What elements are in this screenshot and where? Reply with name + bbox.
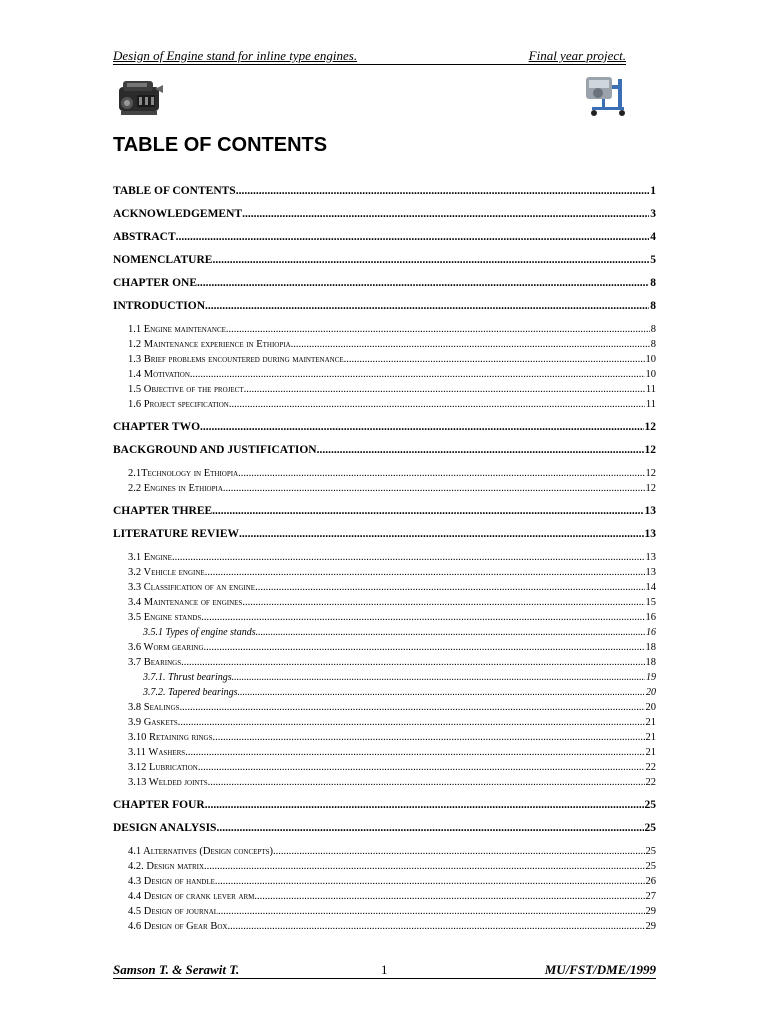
toc-dot-leader — [226, 322, 650, 337]
toc-entry-page: 29 — [645, 906, 656, 917]
toc-dot-leader — [227, 919, 644, 934]
toc-dot-leader — [229, 397, 645, 412]
toc-entry[interactable] — [113, 249, 656, 272]
toc-entry-page: 20 — [646, 687, 656, 698]
toc-entry-title: NOMENCLATURE — [113, 254, 213, 266]
toc-entry-title: ACKNOWLEDGEMENT — [113, 208, 243, 220]
toc-entry[interactable] — [113, 352, 656, 367]
toc-entry-page: 10 — [645, 369, 656, 380]
toc-entry[interactable] — [113, 844, 656, 859]
toc-entry-title: 3.4 Maintenance of engines — [128, 597, 243, 608]
toc-entry[interactable] — [113, 625, 656, 640]
toc-entry-title: 4.3 Design of handle — [128, 876, 215, 887]
toc-entry[interactable] — [113, 700, 656, 715]
toc-entry[interactable] — [113, 180, 656, 203]
toc-dot-leader — [273, 844, 645, 859]
page-number: 1 — [381, 962, 388, 977]
toc-entry-page: 16 — [646, 627, 656, 638]
toc-entry-title: 3.8 Sealings — [128, 702, 180, 713]
toc-entry-page: 12 — [644, 444, 656, 456]
toc-entry-title: 3.11 Washers — [128, 747, 186, 758]
toc-dot-leader — [213, 730, 645, 745]
toc-dot-leader — [344, 352, 645, 367]
toc-entry[interactable] — [113, 203, 656, 226]
toc-entry[interactable] — [113, 685, 656, 700]
toc-entry[interactable] — [113, 500, 656, 523]
toc-dot-leader — [215, 874, 645, 889]
toc-entry-title: 4.4 Design of crank lever arm — [128, 891, 255, 902]
toc-entry[interactable] — [113, 226, 656, 249]
toc-entry-title: 1.2 Maintenance experience in Ethiopia — [128, 339, 291, 350]
toc-dot-leader — [176, 226, 650, 249]
toc-entry[interactable] — [113, 817, 656, 840]
toc-entry-title: 4.6 Design of Gear Box — [128, 921, 228, 932]
toc-entry[interactable] — [113, 322, 656, 337]
toc-entry-title: 3.7 Bearings — [128, 657, 182, 668]
toc-entry-page: 20 — [645, 702, 656, 713]
toc-dot-leader — [254, 889, 644, 904]
footer-document-code: MU/FST/DME/1999 — [544, 962, 656, 977]
toc-entry-page: 5 — [650, 254, 656, 266]
toc-entry[interactable] — [113, 919, 656, 934]
toc-entry-page: 12 — [645, 483, 656, 494]
toc-dot-leader — [255, 580, 644, 595]
toc-entry-title: 3.3 Classification of an engine — [128, 582, 256, 593]
toc-entry-title: 3.7.1. Thrust bearings — [143, 672, 232, 683]
toc-entry-page: 13 — [644, 505, 656, 517]
toc-entry-page: 16 — [645, 612, 656, 623]
toc-entry-page: 11 — [645, 384, 656, 395]
toc-dot-leader — [232, 670, 645, 685]
toc-entry-title: 3.1 Engine — [128, 552, 172, 563]
page-title: TABLE OF CONTENTS — [113, 134, 328, 156]
toc-entry[interactable] — [113, 382, 656, 397]
toc-dot-leader — [204, 859, 644, 874]
toc-entry-title: CHAPTER THREE — [113, 505, 213, 517]
toc-dot-leader — [205, 565, 645, 580]
toc-entry[interactable] — [113, 715, 656, 730]
toc-dot-leader — [244, 382, 645, 397]
toc-entry-page: 27 — [645, 891, 656, 902]
toc-entry-title: 2.1Technology in Ethiopia — [128, 468, 239, 479]
footer-authors: Samson T. & Serawit T. — [113, 962, 240, 977]
toc-entry[interactable] — [113, 640, 656, 655]
toc-entry-page: 13 — [645, 567, 656, 578]
toc-entry-title: 3.10 Retaining rings — [128, 732, 213, 743]
toc-entry-page: 21 — [645, 717, 656, 728]
page-header — [113, 48, 626, 65]
toc-entry-page: 14 — [645, 582, 656, 593]
toc-entry-page: 8 — [650, 324, 656, 335]
toc-entry-page: 19 — [646, 672, 656, 683]
toc-entry-title: TABLE OF CONTENTS — [113, 185, 236, 197]
toc-entry-page: 12 — [644, 421, 656, 433]
toc-entry[interactable] — [113, 565, 656, 580]
toc-dot-leader — [216, 817, 643, 840]
engine-photo — [115, 77, 165, 119]
toc-entry-page: 18 — [645, 657, 656, 668]
toc-entry-title: 3.6 Worm gearing — [128, 642, 204, 653]
toc-entry[interactable] — [113, 670, 656, 685]
toc-entry-title: 1.4 Motivation — [128, 369, 190, 380]
toc-entry[interactable] — [113, 337, 656, 352]
toc-entry-page: 8 — [650, 339, 656, 350]
toc-dot-leader — [242, 203, 649, 226]
toc-entry[interactable] — [113, 550, 656, 565]
toc-entry-page: 1 — [650, 185, 656, 197]
toc-entry-page: 4 — [650, 231, 656, 243]
toc-dot-leader — [218, 904, 644, 919]
toc-entry[interactable] — [113, 367, 656, 382]
toc-entry-page: 15 — [645, 597, 656, 608]
toc-dot-leader — [200, 416, 643, 439]
toc-dot-leader — [204, 640, 645, 655]
toc-entry[interactable] — [113, 416, 656, 439]
toc-entry-title: INTRODUCTION — [113, 300, 206, 312]
toc-entry-page: 22 — [645, 762, 656, 773]
toc-dot-leader — [242, 595, 644, 610]
toc-entry[interactable] — [113, 397, 656, 412]
toc-dot-leader — [239, 523, 644, 546]
toc-entry-page: 21 — [645, 732, 656, 743]
toc-entry-title: 3.7.2. Tapered bearings — [143, 687, 238, 698]
toc-entry-page: 21 — [645, 747, 656, 758]
toc-entry-title: 1.6 Project specification — [128, 399, 229, 410]
toc-entry-title: 4.1 Alternatives (Design concepts) — [128, 846, 273, 857]
toc-entry-page: 12 — [645, 468, 656, 479]
toc-entry-page: 8 — [650, 277, 656, 289]
toc-entry[interactable] — [113, 904, 656, 919]
toc-entry-title: 3.12 Lubrication — [128, 762, 198, 773]
toc-dot-leader — [185, 745, 644, 760]
toc-entry-title: BACKGROUND AND JUSTIFICATION — [113, 444, 317, 456]
toc-dot-leader — [190, 367, 645, 382]
toc-entry-page: 11 — [645, 399, 656, 410]
toc-entry[interactable] — [113, 295, 656, 318]
toc-entry-title: CHAPTER FOUR — [113, 799, 205, 811]
toc-entry-title: 4.2. Design matrix — [128, 861, 205, 872]
toc-entry-title: CHAPTER ONE — [113, 277, 198, 289]
toc-entry[interactable] — [113, 760, 656, 775]
toc-dot-leader — [212, 249, 649, 272]
toc-entry[interactable] — [113, 580, 656, 595]
toc-dot-leader — [236, 180, 650, 203]
toc-dot-leader — [181, 655, 644, 670]
header-project-label: Final year project. — [528, 48, 626, 63]
toc-entry-page: 29 — [645, 921, 656, 932]
toc-dot-leader — [291, 337, 650, 352]
toc-entry-title: 3.9 Gaskets — [128, 717, 178, 728]
toc-entry[interactable] — [113, 595, 656, 610]
toc-entry[interactable] — [113, 730, 656, 745]
toc-entry[interactable] — [113, 655, 656, 670]
toc-entry-page: 26 — [645, 876, 656, 887]
toc-entry-page: 13 — [645, 552, 656, 563]
toc-entry[interactable] — [113, 794, 656, 817]
toc-entry[interactable] — [113, 859, 656, 874]
toc-entry[interactable] — [113, 272, 656, 295]
toc-entry-page: 3 — [650, 208, 656, 220]
toc-dot-leader — [205, 794, 644, 817]
toc-entry-title: 3.2 Vehicle engine — [128, 567, 205, 578]
toc-entry[interactable] — [113, 439, 656, 462]
toc-entry-title: LITERATURE REVIEW — [113, 528, 239, 540]
toc-entry[interactable] — [113, 775, 656, 790]
toc-entry-title: 3.5.1 Types of engine stands — [143, 627, 256, 638]
toc-dot-leader — [197, 272, 649, 295]
toc-entry-page: 25 — [645, 846, 656, 857]
toc-entry[interactable] — [113, 523, 656, 546]
toc-dot-leader — [180, 700, 645, 715]
toc-entry-title: 3.13 Welded joints — [128, 777, 208, 788]
toc-entry[interactable] — [113, 610, 656, 625]
toc-entry-title: 2.2 Engines in Ethiopia — [128, 483, 223, 494]
toc-entry-title: 1.5 Objective of the project — [128, 384, 244, 395]
toc-entry-page: 25 — [644, 822, 656, 834]
table-of-contents — [113, 180, 656, 934]
toc-entry-page: 10 — [645, 354, 656, 365]
toc-dot-leader — [201, 610, 644, 625]
toc-dot-leader — [208, 775, 645, 790]
toc-dot-leader — [178, 715, 645, 730]
toc-entry[interactable] — [113, 889, 656, 904]
toc-dot-leader — [256, 625, 645, 640]
toc-entry-title: ABSTRACT — [113, 231, 176, 243]
toc-dot-leader — [317, 439, 644, 462]
toc-dot-leader — [198, 760, 645, 775]
toc-dot-leader — [205, 295, 649, 318]
header-title: Design of Engine stand for inline type engines. — [113, 48, 358, 63]
toc-entry-page: 22 — [645, 777, 656, 788]
toc-entry-title: 4.5 Design of journal — [128, 906, 219, 917]
toc-dot-leader — [223, 481, 645, 496]
toc-entry-title: CHAPTER TWO — [113, 421, 201, 433]
toc-entry[interactable] — [113, 481, 656, 496]
toc-entry-title: 3.5 Engine stands — [128, 612, 202, 623]
toc-entry-title: DESIGN ANALYSIS — [113, 822, 217, 834]
toc-dot-leader — [238, 685, 645, 700]
toc-entry-title: 1.3 Brief problems encountered during maintenance — [128, 354, 344, 365]
toc-dot-leader — [238, 466, 644, 481]
toc-entry[interactable] — [113, 745, 656, 760]
toc-entry-page: 13 — [644, 528, 656, 540]
toc-entry[interactable] — [113, 874, 656, 889]
toc-entry[interactable] — [113, 466, 656, 481]
toc-dot-leader — [172, 550, 645, 565]
toc-dot-leader — [212, 500, 643, 523]
toc-entry-page: 25 — [644, 799, 656, 811]
toc-entry-page: 8 — [650, 300, 656, 312]
toc-entry-page: 25 — [645, 861, 656, 872]
engine-stand-photo — [578, 71, 628, 119]
toc-entry-title: 1.1 Engine maintenance — [128, 324, 226, 335]
toc-entry-page: 18 — [645, 642, 656, 653]
page-footer — [113, 962, 656, 979]
